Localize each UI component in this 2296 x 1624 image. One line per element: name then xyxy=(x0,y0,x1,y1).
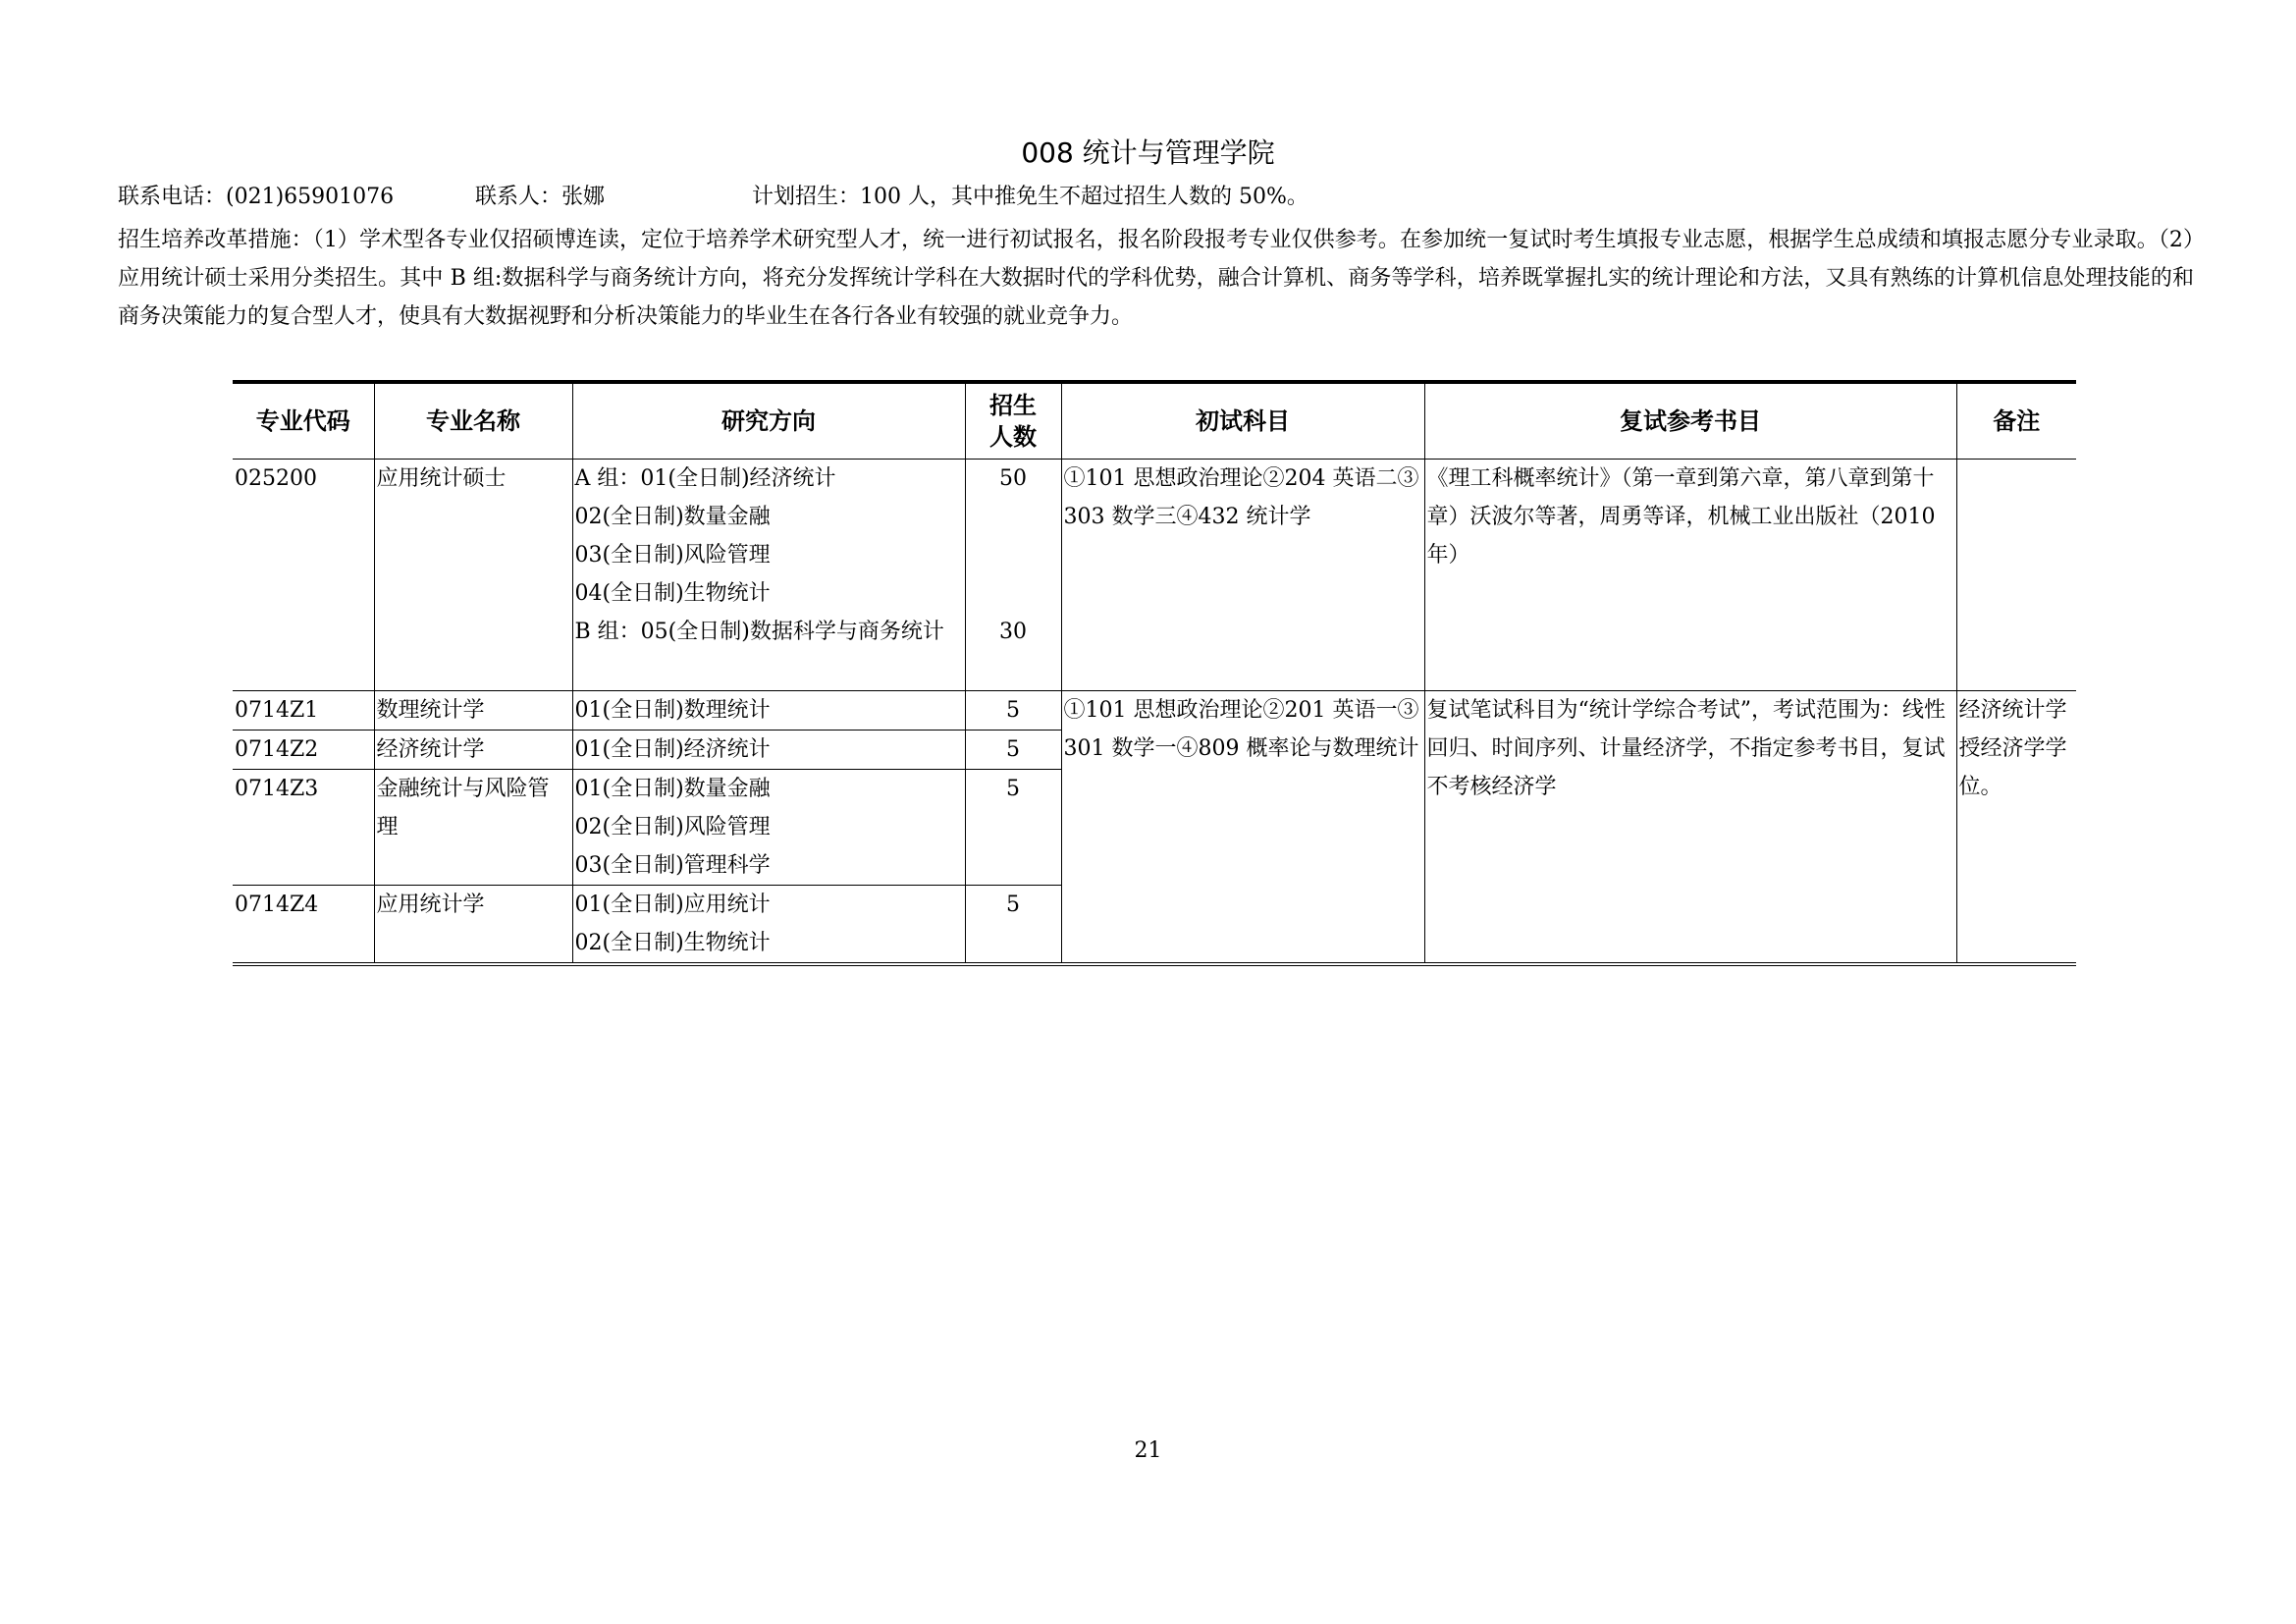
cell-books: 《理工科概率统计》（第一章到第六章，第八章到第十章）沃波尔等著，周勇等译，机械工业出版社（2010 年） xyxy=(1424,460,1956,691)
cell-books-shared: 复试笔试科目为“统计学综合考试”，考试范围为：线性回归、时间序列、计量经济学，不指定参考书目，复试不考核经济学 xyxy=(1424,691,1956,965)
count-group-b: 30 xyxy=(999,620,1027,644)
cell-note xyxy=(1956,460,2076,691)
cell-code: 0714Z1 xyxy=(233,691,374,731)
cell-exam: ①101 思想政治理论②204 英语二③303 数学三④432 统计学 xyxy=(1061,460,1424,691)
cell-direction xyxy=(572,770,965,886)
page-number: 21 xyxy=(1134,1438,1162,1463)
enrollment-plan: 计划招生：100 人，其中推免生不超过招生人数的 50%。 xyxy=(752,185,1308,209)
cell-name: 应用统计学 xyxy=(374,886,572,965)
cell-direction: 01(全日制)经济统计 xyxy=(572,731,965,770)
reform-measures: 招生培养改革措施：（1）学术型各专业仅招硕博连读，定位于培养学术研究型人才，统一进行初试报名，报名阶段报考专业仅供参考。在参加统一复试时考生填报专业志愿，根据学生总成绩和填报志愿分专业录取。（2）应用统计硕士采用分类招生。其中 B 组:数据科学与商务统计方向，将充分发挥统计学科在大数据时代的学科优势，融合计算机、商务等学科，培养既掌握扎实的统计理论和方法，又具有熟练的计算机信息处理技能的和商务决策能力的复合型人才，使具有大数据视野和分析决策能力的毕业生在各行各业有较强的就业竞争力。 xyxy=(118,228,2194,329)
cell-code: 025200 xyxy=(233,460,374,691)
direction-item: A 组：01(全日制)经济统计 xyxy=(574,466,836,491)
header-count-line1: 招生 xyxy=(989,392,1037,419)
direction-item: 02(全日制)生物统计 xyxy=(574,931,771,955)
direction-item: 01(全日制)数量金融 xyxy=(574,777,771,801)
header-note: 备注 xyxy=(1956,382,2076,460)
header-name: 专业名称 xyxy=(374,382,572,460)
cell-code: 0714Z2 xyxy=(233,731,374,770)
cell-direction xyxy=(572,460,965,691)
contact-person: 联系人：张娜 xyxy=(475,185,606,209)
cell-exam-shared: ①101 思想政治理论②201 英语一③301 数学一④809 概率论与数理统计 xyxy=(1061,691,1424,965)
cell-count xyxy=(965,460,1061,691)
contact-phone: 联系电话：(021)65901076 xyxy=(118,185,395,209)
cell-note-shared: 经济统计学授经济学学位。 xyxy=(1956,691,2076,965)
header-count xyxy=(965,382,1061,460)
direction-item: 02(全日制)数量金融 xyxy=(574,505,771,529)
header-count-line2: 人数 xyxy=(989,423,1037,451)
direction-item: 01(全日制)应用统计 xyxy=(574,893,771,917)
direction-item: 03(全日制)管理科学 xyxy=(574,853,771,878)
table-row xyxy=(233,691,2076,731)
cell-code: 0714Z3 xyxy=(233,770,374,886)
admissions-table xyxy=(233,380,2076,966)
direction-item: 02(全日制)风险管理 xyxy=(574,815,771,839)
cell-name: 数理统计学 xyxy=(374,691,572,731)
cell-count: 5 xyxy=(965,731,1061,770)
header-books: 复试参考书目 xyxy=(1424,382,1956,460)
cell-name: 应用统计硕士 xyxy=(374,460,572,691)
cell-count: 5 xyxy=(965,691,1061,731)
contact-line xyxy=(118,183,1308,212)
cell-name: 经济统计学 xyxy=(374,731,572,770)
table-row xyxy=(233,460,2076,691)
direction-item: 04(全日制)生物统计 xyxy=(574,581,771,606)
count-group-a: 50 xyxy=(999,466,1027,491)
direction-item: 03(全日制)风险管理 xyxy=(574,543,771,568)
cell-code: 0714Z4 xyxy=(233,886,374,965)
header-exam: 初试科目 xyxy=(1061,382,1424,460)
cell-count: 5 xyxy=(965,886,1061,965)
cell-count: 5 xyxy=(965,770,1061,886)
page-title: 008 统计与管理学院 xyxy=(1021,136,1275,169)
cell-direction: 01(全日制)数理统计 xyxy=(572,691,965,731)
direction-item: B 组：05(全日制)数据科学与商务统计 xyxy=(574,620,944,644)
header-direction: 研究方向 xyxy=(572,382,965,460)
cell-name: 金融统计与风险管理 xyxy=(374,770,572,886)
cell-direction xyxy=(572,886,965,965)
header-code: 专业代码 xyxy=(233,382,374,460)
table-header-row xyxy=(233,382,2076,460)
